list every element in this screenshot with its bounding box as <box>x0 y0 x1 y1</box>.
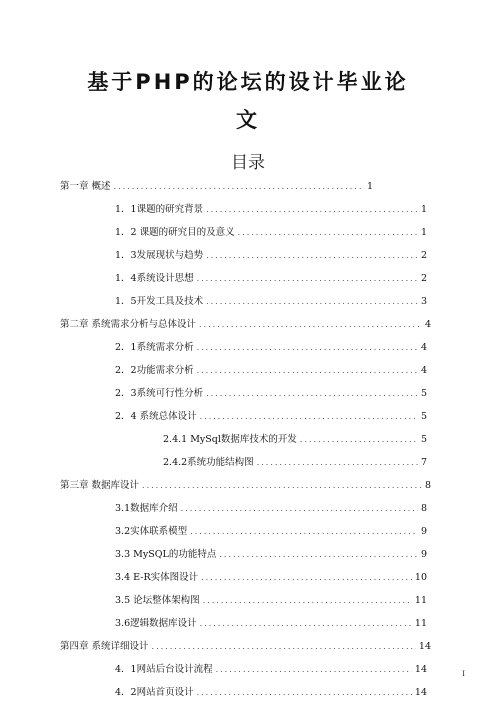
toc-entry-1-1[interactable] <box>115 204 427 216</box>
toc-entry-page: 10 <box>414 572 427 583</box>
toc-entry-label: 2．2功能需求分析 <box>115 365 194 376</box>
toc-entry-1-4[interactable] <box>115 273 427 285</box>
toc-entry-2-4-1[interactable] <box>163 434 427 446</box>
toc-leader-dots <box>142 480 422 492</box>
toc-entry-3-6[interactable] <box>115 618 427 630</box>
document-title-line-2: 文 <box>236 108 260 132</box>
toc-entry-page: 14 <box>414 687 427 698</box>
toc-entry-1-5[interactable] <box>115 296 427 308</box>
toc-entry-2-3[interactable] <box>115 388 427 400</box>
toc-entry-chapter-2[interactable] <box>60 319 431 331</box>
toc-entry-page: 14 <box>418 641 431 652</box>
toc-entry-label: 3.6逻辑数据库设计 <box>115 618 197 629</box>
toc-entry-chapter-4[interactable] <box>60 641 431 653</box>
toc-entry-page: 8 <box>424 480 431 491</box>
toc-entry-label: 2.4.1 MySql数据库技术的开发 <box>163 434 297 445</box>
toc-entry-page: 4 <box>420 365 427 376</box>
toc-entry-label: 2.4.2系统功能结构图 <box>163 457 254 468</box>
toc-leader-dots <box>238 227 418 239</box>
toc-entry-page: 1 <box>366 181 373 192</box>
toc-entry-label: 第一章 概述 <box>60 181 111 192</box>
toc-leader-dots <box>114 181 364 193</box>
toc-entry-label: 3.4 E-R实体图设计 <box>115 572 199 583</box>
toc-entry-page: 9 <box>420 549 427 560</box>
toc-entry-label: 3.3 MySQL的功能特点 <box>115 549 217 560</box>
toc-entry-label: 1．2 课题的研究目的及意义 <box>115 227 235 238</box>
toc-entry-page: 4 <box>424 319 431 330</box>
toc-entry-page: 1 <box>420 204 427 215</box>
toc-entry-label: 1．3发展现状与趋势 <box>115 250 204 261</box>
toc-entry-label: 2．1系统需求分析 <box>115 342 194 353</box>
toc-leader-dots <box>206 388 418 400</box>
toc-entry-3-2[interactable] <box>115 526 427 538</box>
toc-leader-dots <box>200 411 418 423</box>
toc-leader-dots <box>197 365 418 377</box>
toc-entry-page: 11 <box>414 618 427 629</box>
toc-entry-3-1[interactable] <box>115 503 427 515</box>
toc-entry-page: 14 <box>414 664 427 675</box>
toc-leader-dots <box>206 250 418 262</box>
toc-entry-label: 3.2实体联系模型 <box>115 526 188 537</box>
toc-leader-dots <box>190 526 418 538</box>
toc-entry-label: 4．1网站后台设计流程 <box>115 664 213 675</box>
toc-leader-dots <box>219 549 418 561</box>
toc-leader-dots <box>206 204 418 216</box>
toc-leader-dots <box>199 319 422 331</box>
toc-entry-4-1[interactable] <box>115 664 427 676</box>
toc-entry-label: 2．4 系统总体设计 <box>115 411 197 422</box>
toc-entry-page: 3 <box>420 296 427 307</box>
toc-entry-2-4-2[interactable] <box>163 457 427 469</box>
toc-leader-dots <box>206 296 418 308</box>
toc-entry-label: 1．1课题的研究背景 <box>115 204 204 215</box>
toc-entry-chapter-1[interactable] <box>60 181 373 193</box>
toc-entry-label: 3.5 论坛整体架构图 <box>115 595 200 606</box>
toc-entry-page: 7 <box>420 457 427 468</box>
toc-entry-label: 4．2网站首页设计 <box>115 687 194 698</box>
toc-leader-dots <box>200 618 412 630</box>
toc-entry-1-2[interactable] <box>115 227 427 239</box>
toc-leader-dots <box>257 457 418 469</box>
toc-entry-4-2[interactable] <box>115 687 427 699</box>
toc-entry-page: 2 <box>420 250 427 261</box>
toc-leader-dots <box>197 687 412 699</box>
document-title-line-1: 基于PHP的论坛的设计毕业论 <box>87 70 409 94</box>
toc-entry-2-2[interactable] <box>115 365 427 377</box>
toc-entry-page: 8 <box>420 503 427 514</box>
toc-leader-dots <box>203 595 412 607</box>
toc-entry-label: 第四章 系统详细设计 <box>60 641 149 652</box>
toc-leader-dots <box>197 342 418 354</box>
toc-entry-2-4[interactable] <box>115 411 427 423</box>
toc-heading: 目录 <box>231 153 265 173</box>
toc-entry-page: 4 <box>420 342 427 353</box>
toc-leader-dots <box>152 641 416 653</box>
page-number: I <box>462 670 465 678</box>
toc-leader-dots <box>197 273 418 285</box>
toc-leader-dots <box>216 664 412 676</box>
toc-entry-page: 1 <box>420 227 427 238</box>
toc-entry-3-3[interactable] <box>115 549 427 561</box>
toc-entry-label: 1．5开发工具及技术 <box>115 296 204 307</box>
toc-entry-page: 2 <box>420 273 427 284</box>
toc-leader-dots <box>181 503 418 515</box>
toc-entry-1-3[interactable] <box>115 250 427 262</box>
toc-entry-page: 9 <box>420 526 427 537</box>
toc-leader-dots <box>201 572 412 584</box>
toc-entry-label: 1．4系统设计思想 <box>115 273 194 284</box>
toc-entry-page: 5 <box>420 388 427 399</box>
toc-entry-label: 3.1数据库介绍 <box>115 503 178 514</box>
toc-entry-page: 11 <box>414 595 427 606</box>
toc-entry-label: 第三章 数据库设计 <box>60 480 140 491</box>
toc-entry-label: 第二章 系统需求分析与总体设计 <box>60 319 197 330</box>
toc-entry-3-4[interactable] <box>115 572 427 584</box>
toc-leader-dots <box>300 434 418 446</box>
toc-entry-page: 5 <box>420 411 427 422</box>
toc-entry-page: 5 <box>420 434 427 445</box>
toc-entry-chapter-3[interactable] <box>60 480 431 492</box>
toc-entry-label: 2．3系统可行性分析 <box>115 388 204 399</box>
toc-entry-3-5[interactable] <box>115 595 427 607</box>
toc-entry-2-1[interactable] <box>115 342 427 354</box>
